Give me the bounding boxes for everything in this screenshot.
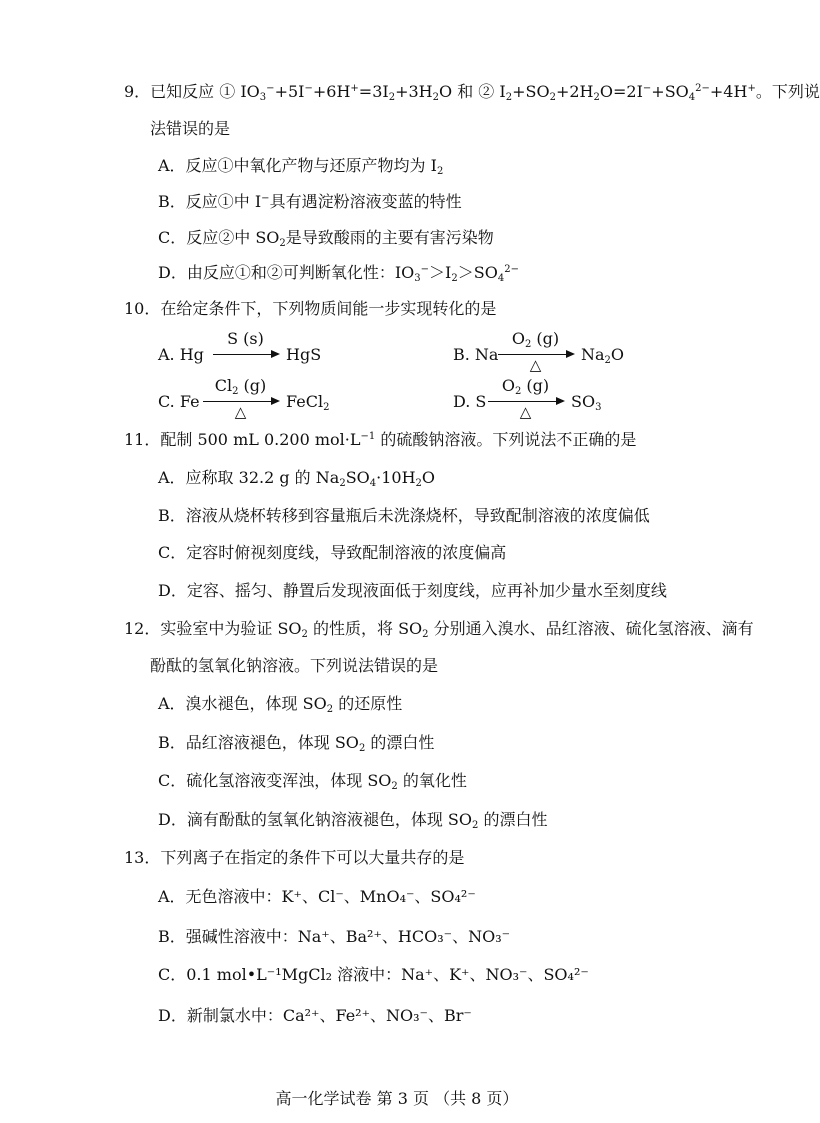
q11-option-a: A．应称取 32.2 g 的 $Na_2SO_4\cdot 10H_2O$	[158, 468, 436, 489]
q13-option-a: A．无色溶液中：K⁺、Cl⁻、MnO₄⁻、SO₄²⁻	[158, 887, 476, 906]
q12-option-b: B．品红溶液褪色，体现 $SO_2$ 的漂白性	[158, 733, 435, 754]
q11-option-c: C．定容时俯视刻度线，导致配制溶液的浓度偏高	[158, 543, 507, 562]
q11-stem: 11．配制 500 mL 0.200 $mol\cdot L^{-1}$ 的硫酸钠溶液。下列说法不正确的是	[124, 430, 637, 449]
reaction-arrow	[498, 354, 573, 355]
q9-option-b: B．反应①中 I−具有遇淀粉溶液变蓝的特性	[158, 192, 462, 211]
page-footer: 高一化学试卷 第 3 页 （共 8 页）	[275, 1089, 519, 1108]
q13-option-d: D．新制氯水中：Ca²⁺、Fe²⁺、NO₃⁻、Br⁻	[158, 1006, 472, 1025]
q10-stem: 10．在给定条件下，下列物质间能一步实现转化的是	[124, 299, 497, 318]
reaction-arrow	[488, 401, 563, 402]
heat-symbol: △	[529, 356, 542, 374]
q10-option-a: A. Hg S (s) HgS	[158, 329, 322, 364]
heat-symbol: △	[234, 403, 247, 421]
q10-option-b: B. Na $O_2$ (g) △ $Na_2O$	[453, 329, 625, 374]
q13-option-c: C．0.1 mol•L⁻¹MgCl₂ 溶液中：Na⁺、K⁺、NO₃⁻、SO₄²⁻	[158, 965, 589, 984]
q11-option-b: B．溶液从烧杯转移到容量瓶后未洗涤烧杯，导致配制溶液的浓度偏低	[158, 506, 650, 525]
q11-option-d: D．定容、摇匀、静置后发现液面低于刻度线，应再补加少量水至刻度线	[158, 581, 667, 600]
q10-option-c: C. Fe $Cl_2$ (g) △ FeCl$_2$	[158, 376, 330, 421]
reaction-arrow	[203, 401, 278, 402]
q12-option-a: A．溴水褪色，体现 $SO_2$ 的还原性	[158, 694, 403, 715]
q12-stem-line2: 酚酞的氢氧化钠溶液。下列说法错误的是	[150, 656, 439, 675]
q10-option-d: D. S $O_2$ (g) △ $SO_3$	[453, 376, 602, 421]
q13-option-b: B．强碱性溶液中：Na⁺、Ba²⁺、HCO₃⁻、NO₃⁻	[158, 927, 511, 946]
q9-option-c: C．反应②中 $SO_2$是导致酸雨的主要有害污染物	[158, 228, 494, 249]
q13-stem: 13．下列离子在指定的条件下可以大量共存的是	[124, 848, 465, 867]
q9-stem-line2: 法错误的是	[150, 119, 231, 138]
reaction-arrow	[213, 354, 278, 355]
q9-option-a: A．反应①中氧化产物与还原产物均为 $I_2$	[158, 156, 444, 177]
heat-symbol: △	[519, 403, 532, 421]
q9-stem-line1: 9．已知反应 ① $IO_3^-+5I^-+6H^+=3I_2+3H_2O$ 和 ② $I_2+SO_2+2H_2O=2I^-+SO_4^{2-}+4H^+$。下列说	[124, 82, 820, 103]
q12-option-d: D．滴有酚酞的氢氧化钠溶液褪色，体现 $SO_2$ 的漂白性	[158, 810, 548, 831]
q12-stem-line1: 12．实验室中为验证 $SO_2$ 的性质，将 $SO_2$ 分别通入溴水、品红溶液、硫化氢溶液、滴有	[124, 619, 754, 640]
q12-option-c: C．硫化氢溶液变浑浊，体现 $SO_2$ 的氧化性	[158, 771, 467, 792]
q9-option-d: D．由反应①和②可判断氧化性：$IO_3^->I_2>SO_4^{2-}$	[158, 263, 519, 284]
